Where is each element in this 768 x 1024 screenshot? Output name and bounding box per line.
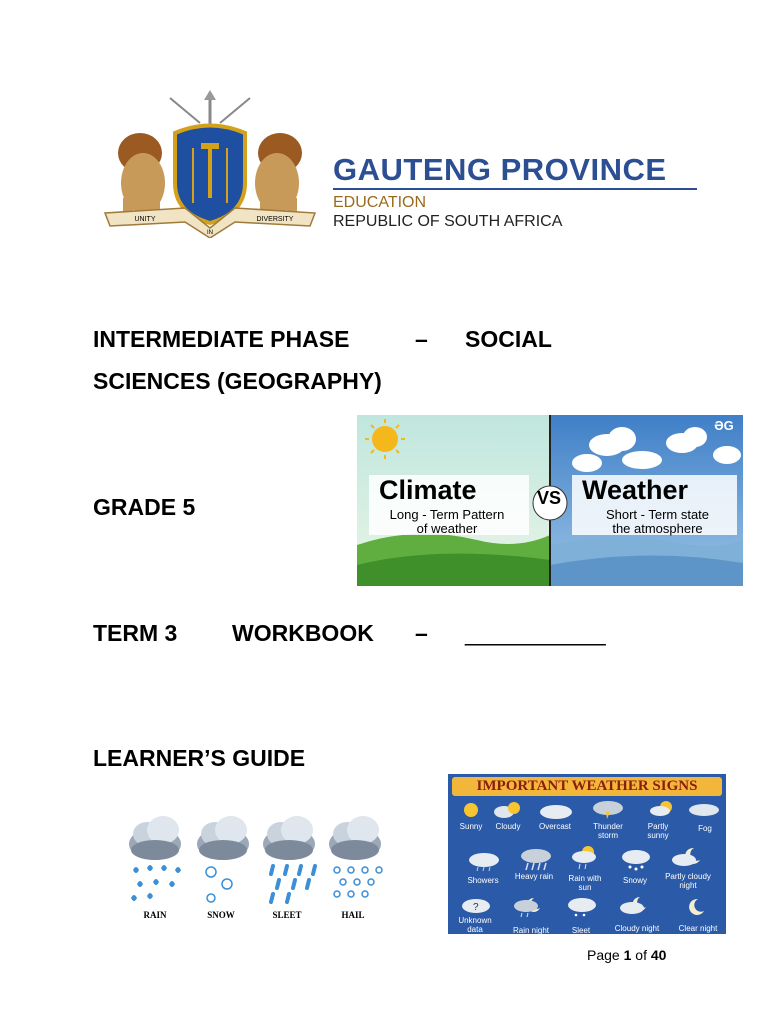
svg-text:?: ? <box>473 902 479 913</box>
climate-subtitle-line2: of weather <box>416 521 478 536</box>
sunny-label: Sunny <box>459 822 483 831</box>
partly-cloudy-night-icon <box>668 844 708 868</box>
unknown-data-icon <box>458 896 494 916</box>
snow-icon <box>197 816 249 902</box>
snow-label: SNOW <box>207 910 235 920</box>
overcast-icon <box>536 800 576 820</box>
precipitation-types-image <box>113 798 395 928</box>
weather-title: Weather <box>582 475 689 505</box>
page-prefix: Page <box>587 947 624 963</box>
overcast-label: Overcast <box>538 822 571 831</box>
department-name: EDUCATION <box>333 194 427 211</box>
logo-divider <box>333 188 697 190</box>
fog-icon <box>686 800 722 820</box>
showers-label: Showers <box>467 876 499 885</box>
unknown-data-label: Unknown data <box>458 916 492 934</box>
sleet-night-icon <box>562 896 602 918</box>
climate-subtitle <box>377 508 517 536</box>
rain-night-icon <box>510 894 550 918</box>
precipitation-icons <box>113 798 395 910</box>
workbook-dash: – <box>415 620 428 646</box>
cloudy-icon <box>490 800 526 820</box>
term-heading: TERM 3 <box>93 620 178 646</box>
weather-subtitle <box>585 508 730 536</box>
showers-icon <box>464 850 504 872</box>
page-number <box>587 947 666 963</box>
snowy-icon <box>618 848 654 872</box>
sunny-icon <box>456 800 486 820</box>
rain-label: RAIN <box>143 910 167 920</box>
partly-sunny-icon <box>644 798 680 820</box>
province-name: GAUTENG PROVINCE <box>333 152 667 187</box>
grade-heading: GRADE 5 <box>93 494 196 520</box>
partly-sunny-label: Partly sunny <box>647 822 669 840</box>
hail-label: HAIL <box>341 910 365 920</box>
rain-icon <box>129 816 181 901</box>
vs-label: VS <box>537 488 562 508</box>
hail-icon <box>329 816 382 897</box>
cloudy-night-icon <box>616 894 656 916</box>
partly-cloudy-night-label: Partly cloudy night <box>665 872 711 890</box>
rain-with-sun-icon <box>566 844 606 870</box>
weather-subtitle-line1: Short - Term state <box>605 507 710 522</box>
heavy-rain-label: Heavy rain <box>514 872 554 881</box>
sleet-icon <box>263 816 315 902</box>
motto-unity: UNITY <box>134 216 156 223</box>
learners-guide-heading: LEARNER’S GUIDE <box>93 745 306 771</box>
cloudy-night-label: Cloudy night <box>614 924 660 933</box>
rain-with-sun-label: Rain with sun <box>568 874 602 892</box>
country-name: REPUBLIC OF SOUTH AFRICA <box>333 213 563 230</box>
title-dash: – <box>415 326 428 352</box>
gauteng-education-logo <box>95 88 697 238</box>
weather-signs-chart <box>448 774 726 934</box>
rain-night-label: Rain night <box>512 926 550 934</box>
page-total: 40 <box>650 947 667 963</box>
climate-title: Climate <box>379 475 477 505</box>
clear-night-label: Clear night <box>678 924 718 933</box>
page-of: of <box>631 947 651 963</box>
motto-diversity: DIVERSITY <box>256 216 294 223</box>
fog-label: Fog <box>698 824 712 833</box>
phase-heading: INTERMEDIATE PHASE <box>93 326 350 352</box>
cloudy-label: Cloudy <box>495 822 521 831</box>
heavy-rain-icon <box>516 846 556 872</box>
subject-heading-continued: SCIENCES (GEOGRAPHY) <box>93 368 382 394</box>
clear-night-icon <box>680 896 710 918</box>
page-current: 1 <box>623 947 632 963</box>
thunderstorm-icon <box>588 798 628 820</box>
thunderstorm-label: Thunder storm <box>593 822 623 840</box>
weather-signs-title: IMPORTANT WEATHER SIGNS <box>452 777 722 796</box>
subject-heading: SOCIAL <box>465 326 552 352</box>
climate-subtitle-line1: Long - Term Pattern <box>389 507 505 522</box>
motto-in: IN <box>207 230 213 236</box>
sleet-label: SLEET <box>272 910 302 920</box>
snowy-label: Snowy <box>622 876 647 885</box>
brand-mark: ƏG <box>714 418 734 433</box>
weather-subtitle-line2: the atmosphere <box>612 521 703 536</box>
sleet-label-sign: Sleet <box>571 926 591 934</box>
name-blank-line: ___________ <box>465 620 606 646</box>
coat-of-arms-icon <box>95 88 325 238</box>
climate-vs-weather-image <box>357 415 743 586</box>
workbook-heading: WORKBOOK <box>232 620 374 646</box>
